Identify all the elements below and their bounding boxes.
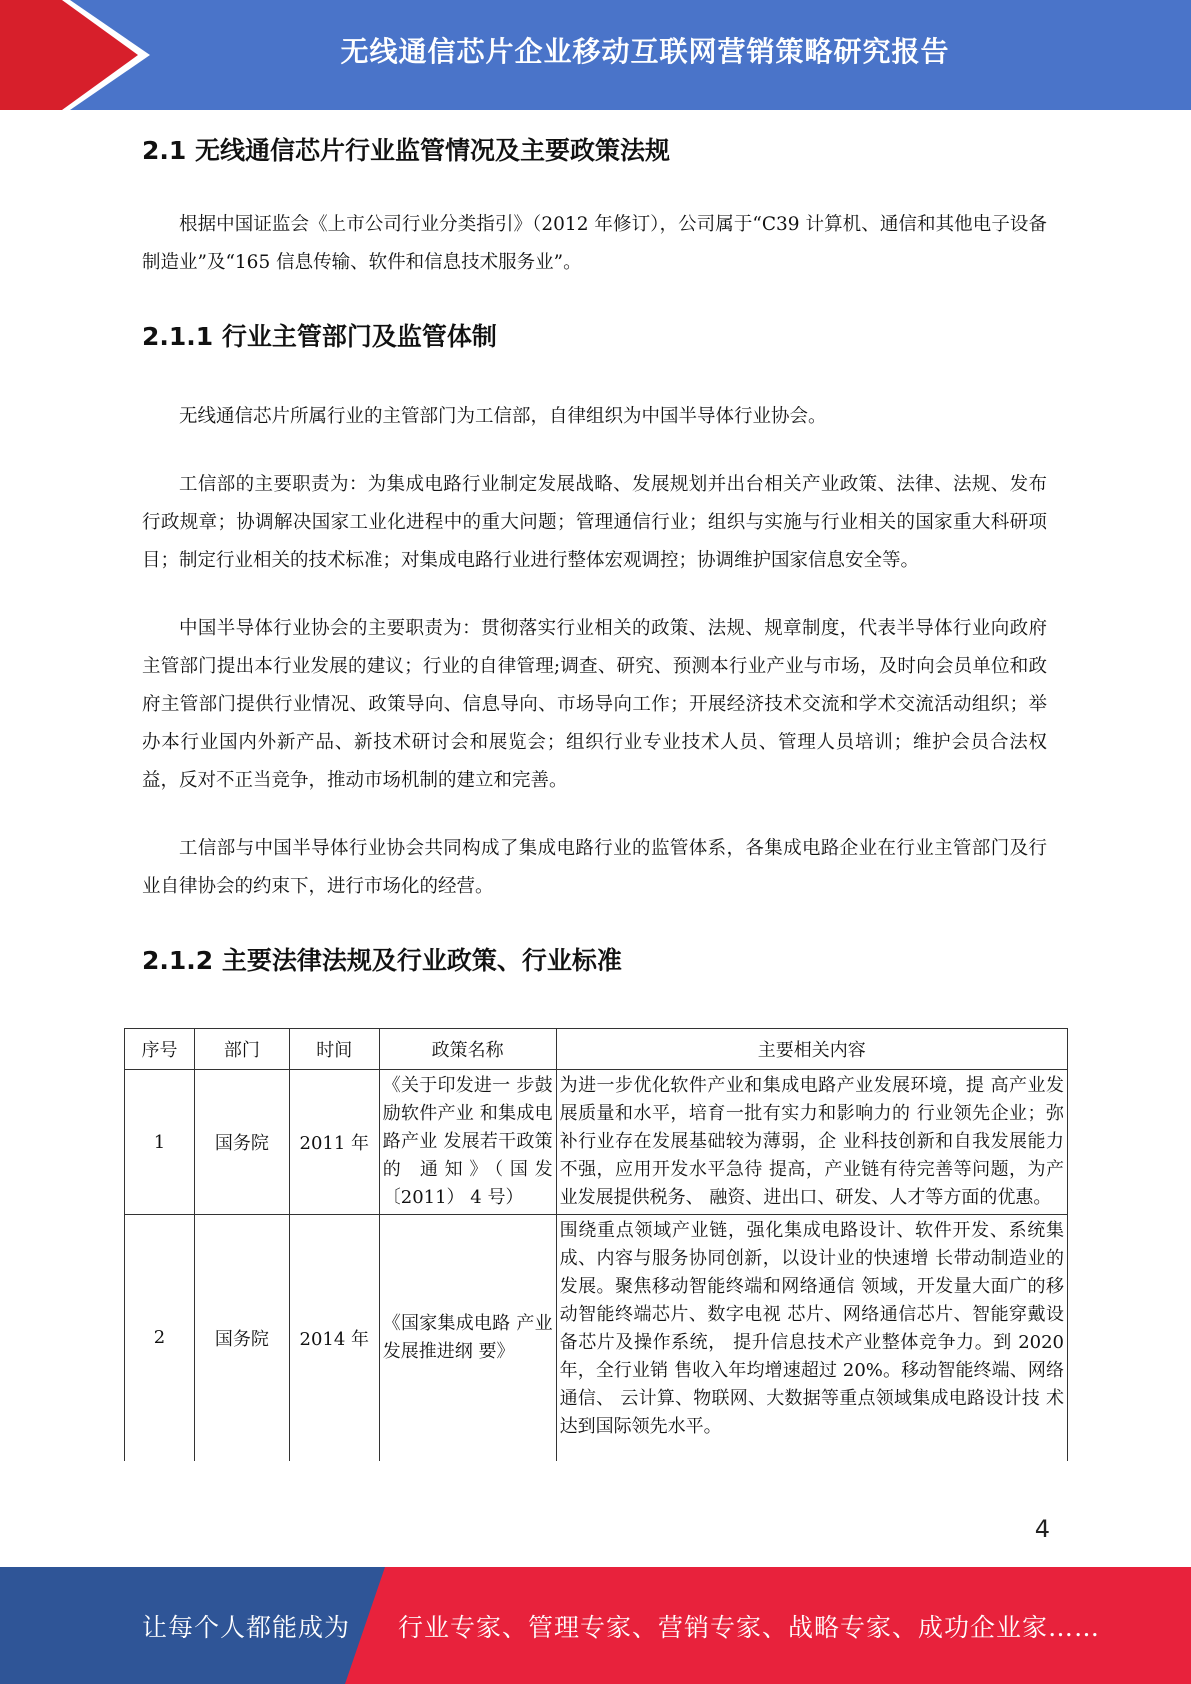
- policy-table: [124, 1028, 1068, 1461]
- report-title: 无线通信芯片企业移动互联网营销策略研究报告: [340, 35, 950, 68]
- cell-dept: 国务院: [194, 1215, 289, 1461]
- association-duties-paragraph: 中国半导体行业协会的主要职责为：贯彻落实行业相关的政策、法规、规章制度，代表半导体行业向政府主管部门提出本行业发展的建议；行业的自律管理;调查、研究、预测本行业产业与市场，及时向会员单位和政府主管部门提供行业情况、政策导向、信息导向、市场导向工作；开展经济技术交流和学术交流活动组织；举办本行业国内外新产品、新技术研讨会和展览会；组织行业专业技术人员、管理人员培训；维护会员合法权益，反对不正当竞争，推动市场机制的建立和完善。: [142, 618, 1047, 791]
- cell-content: 围绕重点领域产业链，强化集成电路设计、软件开发、系统集成、内容与服务协同创新，以设计业的快速增 长带动制造业的发展。聚焦移动智能终端和网络通信 领域，开发量大面广的移动智能终端芯片、数字电视 芯片、网络通信芯片、智能穿戴设备芯片及操作系统， 提升信息技术产业整体竞争力。到 2020 年，全行业销 售收入年均增速超过 20%。移动智能终端、网络通信、 云计算、物联网、大数据等重点领域集成电路设计技 术达到国际领先水平。: [556, 1215, 1067, 1461]
- col-header-no: 序号: [125, 1029, 195, 1070]
- cell-dept: 国务院: [194, 1070, 289, 1215]
- miit-duties-paragraph: 工信部的主要职责为：为集成电路行业制定发展战略、发展规划并出台相关产业政策、法律、法规、发布行政规章；协调解决国家工业化进程中的重大问题；管理通信行业；组织与实施与行业相关的国家重大科研项目；制定行业相关的技术标准；对集成电路行业进行整体宏观调控；协调维护国家信息安全等。: [142, 474, 1047, 571]
- cell-time: 2014 年: [289, 1215, 379, 1461]
- col-header-content: 主要相关内容: [556, 1029, 1067, 1070]
- section-2-1-paragraph: 根据中国证监会《上市公司行业分类指引》（2012 年修订），公司属于“C39 计算机、通信和其他电子设备制造业”及“165 信息传输、软件和信息技术服务业”。: [142, 214, 1047, 273]
- cell-no: 1: [125, 1070, 195, 1215]
- cell-content: 为进一步优化软件产业和集成电路产业发展环境，提 高产业发展质量和水平，培育一批有实力和影响力的 行业领先企业；弥补行业存在发展基础较为薄弱，企 业科技创新和自我发展能力不强，应用开发水平急待 提高，产业链有待完善等问题，为产业发展提供税务、 融资、进出口、研发、人才等方面的优惠。: [556, 1070, 1067, 1215]
- table-row: [125, 1215, 1068, 1461]
- section-2-1-2-heading: 2.1.2 主要法律法规及行业政策、行业标准: [142, 946, 622, 975]
- page-header: [0, 0, 1191, 110]
- footer-slogan-right: 行业专家、管理专家、营销专家、战略专家、成功企业家……: [398, 1612, 1101, 1642]
- page-number: 4: [1034, 1515, 1050, 1543]
- cell-time: 2011 年: [289, 1070, 379, 1215]
- main-content: [142, 120, 1047, 992]
- col-header-dept: 部门: [194, 1029, 289, 1070]
- col-header-time: 时间: [289, 1029, 379, 1070]
- regulator-paragraph: 无线通信芯片所属行业的主管部门为工信部，自律组织为中国半导体行业协会。: [179, 406, 827, 427]
- footer-slogan-left: 让每个人都能成为: [142, 1612, 351, 1642]
- page-footer: [0, 1567, 1191, 1684]
- supervision-system-paragraph: 工信部与中国半导体行业协会共同构成了集成电路行业的监管体系，各集成电路企业在行业主管部门及行业自律协会的约束下，进行市场化的经营。: [142, 838, 1047, 897]
- cell-policy-name: 《国家集成电路 产业发展推进纲 要》: [379, 1215, 556, 1461]
- section-2-1-heading: 2.1 无线通信芯片行业监管情况及主要政策法规: [142, 136, 670, 165]
- col-header-policy-name: 政策名称: [379, 1029, 556, 1070]
- table-row: [125, 1070, 1068, 1215]
- cell-no: 2: [125, 1215, 195, 1461]
- cell-policy-name: 《关于印发进一 步鼓励软件产业 和集成电路产业 发展若干政策的 通知》（国发〔2011） 4 号）: [379, 1070, 556, 1215]
- table-header-row: [125, 1029, 1068, 1070]
- section-2-1-1-heading: 2.1.1 行业主管部门及监管体制: [142, 322, 497, 351]
